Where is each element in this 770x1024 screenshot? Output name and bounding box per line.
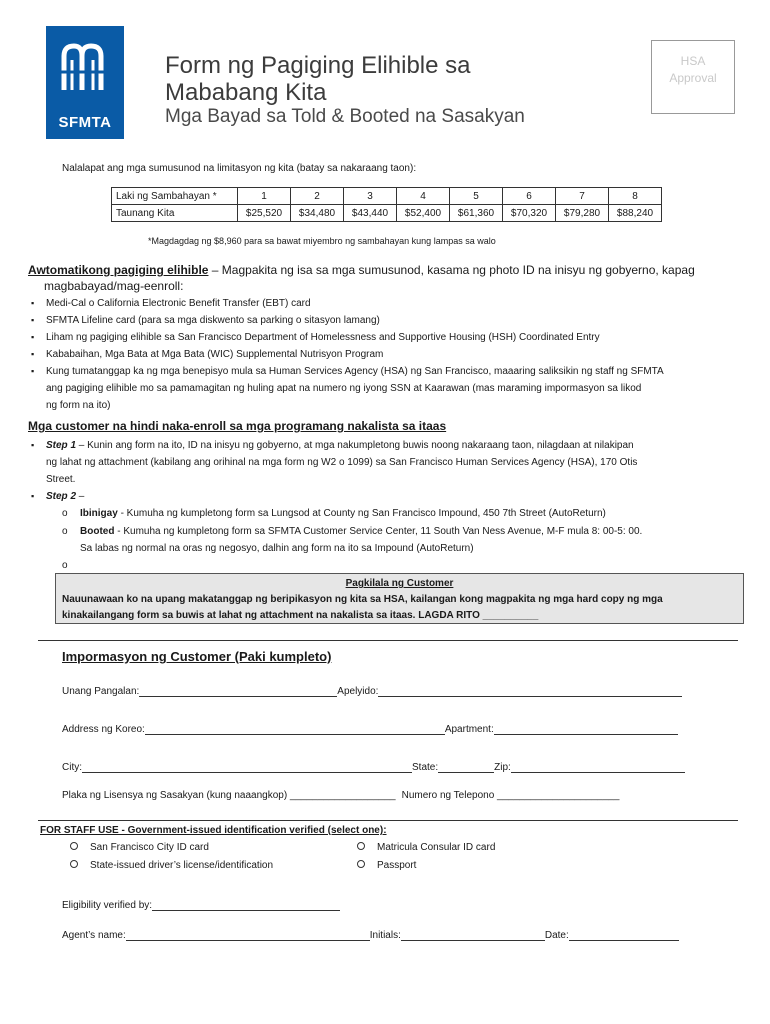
step-2: ▪ Step 2 –	[28, 488, 738, 505]
divider	[38, 820, 738, 821]
divider	[38, 640, 738, 641]
table-cell: 3	[344, 188, 397, 205]
booted-item: o Booted - Kumuha ng kumpletong form sa SFMTA Customer Service Center, 11 South Van Ness Avenue, M-F mula 8: 00-5: 00. Sa labas ng normal na oras ng negosyo, dalhin ang form na ito sa Impound (AutoReturn)	[62, 523, 732, 557]
step-1: ▪ Step 1 – Kunin ang form na ito, ID na inisyu ng gobyerno, at mga nakumpletong buwis noong nakaraang taon, nilagdaan at nilakipan ng lahat ng attachment (kabilang ang orihinal na mga form ng W2 o 1099) sa San Francisco Human Services Agency (HSA), 170 Otis Street.	[28, 437, 738, 488]
bullet-icon: ▪	[31, 332, 35, 342]
acknowledgement-title: Pagkilala ng Customer	[345, 578, 454, 589]
last-name-label: Apelyido:	[337, 686, 379, 697]
income-limits-intro: Nalalapat ang mga sumusunod na limitasyon ng kita (batay sa nakaraang taon):	[62, 163, 417, 174]
automatic-eligibility-text: – Magpakita ng isa sa mga sumusunod, kasama ng photo ID na inisyu ng gobyerno, kapag	[208, 263, 695, 277]
steps-list	[28, 437, 738, 505]
sub-bullet-icon: o	[62, 560, 68, 571]
table-cell: 1	[238, 188, 291, 205]
agent-name-label: Agent’s name:	[62, 930, 126, 941]
bullet-icon: ▪	[31, 349, 35, 359]
zip-label: Zip:	[494, 762, 511, 773]
title-line-2: Mababang Kita	[165, 79, 327, 106]
logo-text: SFMTA	[58, 114, 112, 131]
radio-circle-icon[interactable]	[357, 860, 365, 868]
household-footnote: *Magdagdag ng $8,960 para sa bawat miyembro ng sambahayan kung lampas sa walo	[148, 236, 496, 246]
list-item: ▪ SFMTA Lifeline card (para sa mga diskwento sa parking o sitasyon lamang)	[28, 312, 738, 329]
customer-acknowledgement-box	[55, 573, 744, 624]
automatic-eligibility-list	[28, 295, 738, 414]
title-line-1: Form ng Pagiging Elihible sa	[165, 52, 471, 79]
list-item: ▪ Kung tumatanggap ka ng mga benepisyo mula sa Human Services Agency (HSA) ng San Francisco, maaaring saliksikin ng staff ng SFMTA ang pagiging elihible mo sa pamamagitan ng huling apat na numero ng iyong SSN at Kaarawan (mas maraming impormasyon sa likod ng form na ito)	[28, 363, 738, 414]
bullet-icon: ▪	[31, 298, 35, 308]
agent-name-field[interactable]	[126, 930, 370, 941]
zip-field[interactable]	[511, 762, 685, 773]
date-field[interactable]	[569, 930, 679, 941]
radio-circle-icon[interactable]	[70, 860, 78, 868]
address-field[interactable]	[145, 724, 445, 735]
automatic-eligibility-text-cont: magbabayad/mag-eenroll:	[44, 279, 184, 293]
household-size-label: Laki ng Sambahayan *	[112, 188, 238, 205]
page-title	[165, 52, 471, 106]
table-cell: 4	[397, 188, 450, 205]
license-plate-field[interactable]: Plaka ng Lisensya ng Sasakyan (kung naaangkop) ___________________	[62, 790, 396, 801]
first-name-field[interactable]	[139, 686, 337, 697]
address-row	[62, 724, 678, 735]
sfmta-logo-mark-icon	[56, 38, 114, 96]
table-cell: 5	[450, 188, 503, 205]
hsa-label: HSA	[680, 54, 706, 68]
acknowledgement-line-1: Nauunawaan ko na upang makatanggap ng beripikasyon ng kita sa HSA, kailangan kong magpakita ng mga hard copy ng mga	[62, 594, 663, 605]
radio-circle-icon[interactable]	[357, 842, 365, 850]
not-enrolled-title: Mga customer na hindi naka-enroll sa mga programang nakalista sa itaas	[28, 419, 447, 433]
apartment-label: Apartment:	[444, 724, 494, 735]
state-label: State:	[412, 762, 439, 773]
hsa-approval-box	[651, 40, 735, 114]
step-1-label: Step 1	[46, 440, 77, 451]
option-passport[interactable]: Passport	[357, 860, 416, 871]
annual-income-row	[112, 205, 662, 222]
option-state-drivers-license[interactable]: State-issued driver’s license/identification	[70, 860, 273, 871]
ibinigay-label: Ibinigay	[80, 508, 118, 519]
agent-row	[62, 930, 679, 941]
table-cell: $34,480	[291, 205, 344, 222]
household-size-row	[112, 188, 662, 205]
table-cell: 8	[609, 188, 662, 205]
automatic-eligibility-heading	[28, 262, 728, 294]
annual-income-label: Taunang Kita	[112, 205, 238, 222]
table-cell: 7	[556, 188, 609, 205]
apartment-field[interactable]	[494, 724, 678, 735]
bullet-icon: ▪	[31, 366, 35, 376]
list-item: ▪ Medi-Cal o California Electronic Benefit Transfer (EBT) card	[28, 295, 738, 312]
radio-circle-icon[interactable]	[70, 842, 78, 850]
phone-number-field[interactable]: Numero ng Telepono ______________________	[401, 790, 620, 801]
table-cell: $52,400	[397, 205, 450, 222]
staff-use-heading: FOR STAFF USE - Government-issued identification verified (select one):	[40, 825, 387, 836]
page-subtitle: Mga Bayad sa Told & Booted na Sasakyan	[165, 106, 525, 127]
approval-label: Approval	[669, 71, 717, 85]
automatic-eligibility-title: Awtomatikong pagiging elihible	[28, 263, 209, 277]
eligibility-verified-field[interactable]	[152, 900, 340, 911]
city-field[interactable]	[82, 762, 412, 773]
table-cell: $61,360	[450, 205, 503, 222]
table-cell: $70,320	[503, 205, 556, 222]
bullet-icon: ▪	[31, 315, 35, 325]
city-row	[62, 762, 685, 773]
address-label: Address ng Koreo:	[62, 724, 145, 735]
not-enrolled-heading	[28, 419, 446, 433]
table-cell: $25,520	[238, 205, 291, 222]
last-name-field[interactable]	[378, 686, 682, 697]
list-item: ▪ Liham ng pagiging elihible sa San Francisco Department of Homelessness and Supportive Housing (HSH) Coordinated Entry	[28, 329, 738, 346]
sub-bullet-icon: o	[62, 508, 68, 519]
customer-info-heading: Impormasyon ng Customer (Paki kumpleto)	[62, 649, 332, 664]
date-label: Date:	[544, 930, 569, 941]
option-sf-city-id[interactable]: San Francisco City ID card	[70, 842, 209, 853]
table-cell: 2	[291, 188, 344, 205]
eligibility-verified-label: Eligibility verified by:	[62, 900, 153, 911]
table-cell: $43,440	[344, 205, 397, 222]
sub-bullet-icon: o	[62, 526, 68, 537]
table-cell: $79,280	[556, 205, 609, 222]
income-limits-table	[111, 187, 662, 222]
initials-label: Initials:	[369, 930, 401, 941]
booted-label: Booted	[80, 526, 115, 537]
city-label: City:	[62, 762, 82, 773]
plate-phone-row	[62, 790, 619, 801]
eligibility-row	[62, 900, 340, 911]
ibinigay-item: o Ibinigay - Kumuha ng kumpletong form sa Lungsod at County ng San Francisco Impound, 450 7th Street (AutoReturn)	[62, 505, 732, 522]
table-cell: 6	[503, 188, 556, 205]
bullet-icon: ▪	[31, 491, 35, 501]
step-2-label: Step 2	[46, 491, 77, 502]
list-item: ▪ Kababaihan, Mga Bata at Mga Bata (WIC) Supplemental Nutrisyon Program	[28, 346, 738, 363]
initials-field[interactable]	[401, 930, 545, 941]
name-row	[62, 686, 682, 697]
first-name-label: Unang Pangalan:	[62, 686, 140, 697]
acknowledgement-line-2[interactable]: kinakailangang form sa buwis at lahat ng attachment na nakalista sa itaas. LAGDA RITO __________	[62, 610, 539, 621]
state-field[interactable]	[438, 762, 494, 773]
sfmta-logo	[46, 26, 124, 139]
table-cell: $88,240	[609, 205, 662, 222]
option-matricula-consular[interactable]: Matricula Consular ID card	[357, 842, 495, 853]
bullet-icon: ▪	[31, 440, 35, 450]
